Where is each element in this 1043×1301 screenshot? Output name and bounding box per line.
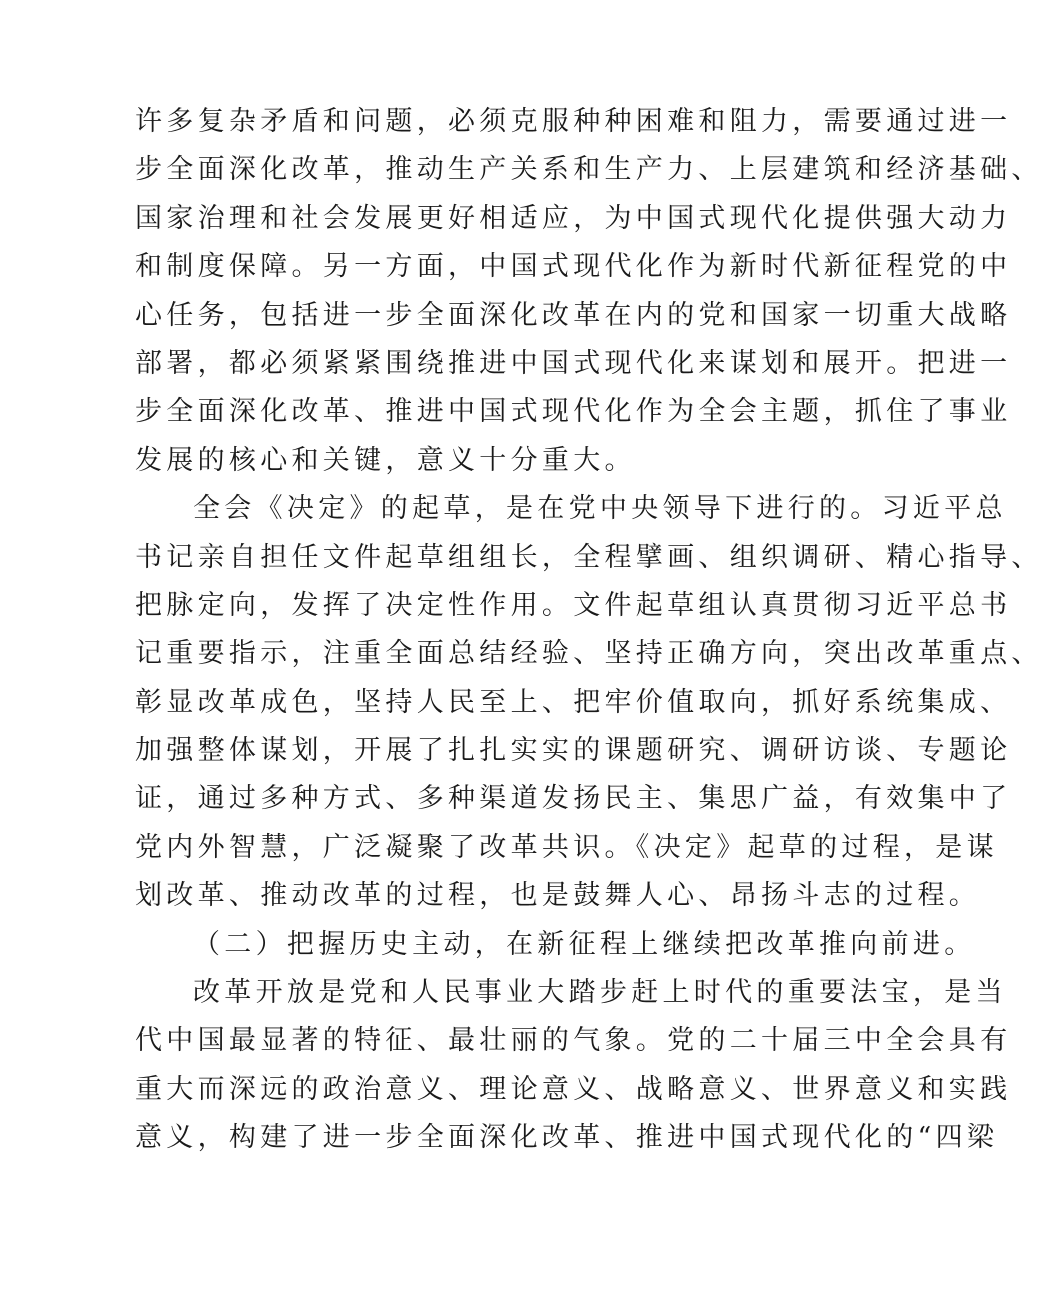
text-line: 国家治理和社会发展更好相适应，为中国式现代化提供强大动力 bbox=[135, 202, 1012, 234]
text-line: 党内外智慧，广泛凝聚了改革共识。《决定》起草的过程，是谋 bbox=[135, 831, 998, 863]
text-line: 发展的核心和关键，意义十分重大。 bbox=[135, 444, 636, 476]
text-line: 彰显改革成色，坚持人民至上、把牢价值取向，抓好系统集成、 bbox=[135, 686, 1012, 718]
body-text bbox=[135, 98, 1043, 1163]
text-line: 步全面深化改革，推动生产关系和生产力、上层建筑和经济基础、 bbox=[135, 154, 1043, 186]
text-line: 和制度保障。另一方面，中国式现代化作为新时代新征程党的中 bbox=[135, 251, 1012, 283]
paragraph-start-line: 改革开放是党和人民事业大踏步赶上时代的重要法宝，是当 bbox=[193, 977, 1007, 1009]
text-line: 许多复杂矛盾和问题，必须克服种种困难和阻力，需要通过进一 bbox=[135, 106, 1012, 137]
text-line: 证，通过多种方式、多种渠道发扬民主、集思广益，有效集中了 bbox=[135, 783, 1012, 815]
text-line: 重大而深远的政治意义、理论意义、战略意义、世界意义和实践 bbox=[135, 1073, 1012, 1105]
text-line: 书记亲自担任文件起草组组长，全程擘画、组织调研、精心指导、 bbox=[135, 541, 1043, 573]
text-line: 意义，构建了进一步全面深化改革、推进中国式现代化的“四梁 bbox=[135, 1122, 999, 1154]
text-line: 加强整体谋划，开展了扎扎实实的课题研究、调研访谈、专题论 bbox=[135, 735, 1012, 767]
text-line: 把脉定向，发挥了决定性作用。文件起草组认真贯彻习近平总书 bbox=[135, 589, 1012, 621]
text-line: 步全面深化改革、推进中国式现代化作为全会主题，抓住了事业 bbox=[135, 396, 1012, 428]
text-line: 划改革、推动改革的过程，也是鼓舞人心、昂扬斗志的过程。 bbox=[135, 880, 981, 912]
text-line: 部署，都必须紧紧围绕推进中国式现代化来谋划和展开。把进一 bbox=[135, 347, 1012, 379]
text-line: 代中国最显著的特征、最壮丽的气象。党的二十届三中全会具有 bbox=[135, 1025, 1012, 1057]
section-heading: （二）把握历史主动，在新征程上继续把改革推向前进。 bbox=[193, 928, 976, 960]
paragraph-start-line: 全会《决定》的起草，是在党中央领导下进行的。习近平总 bbox=[193, 493, 1007, 525]
text-line: 心任务，包括进一步全面深化改革在内的党和国家一切重大战略 bbox=[135, 299, 1012, 331]
text-line: 记重要指示，注重全面总结经验、坚持正确方向，突出改革重点、 bbox=[135, 638, 1043, 670]
